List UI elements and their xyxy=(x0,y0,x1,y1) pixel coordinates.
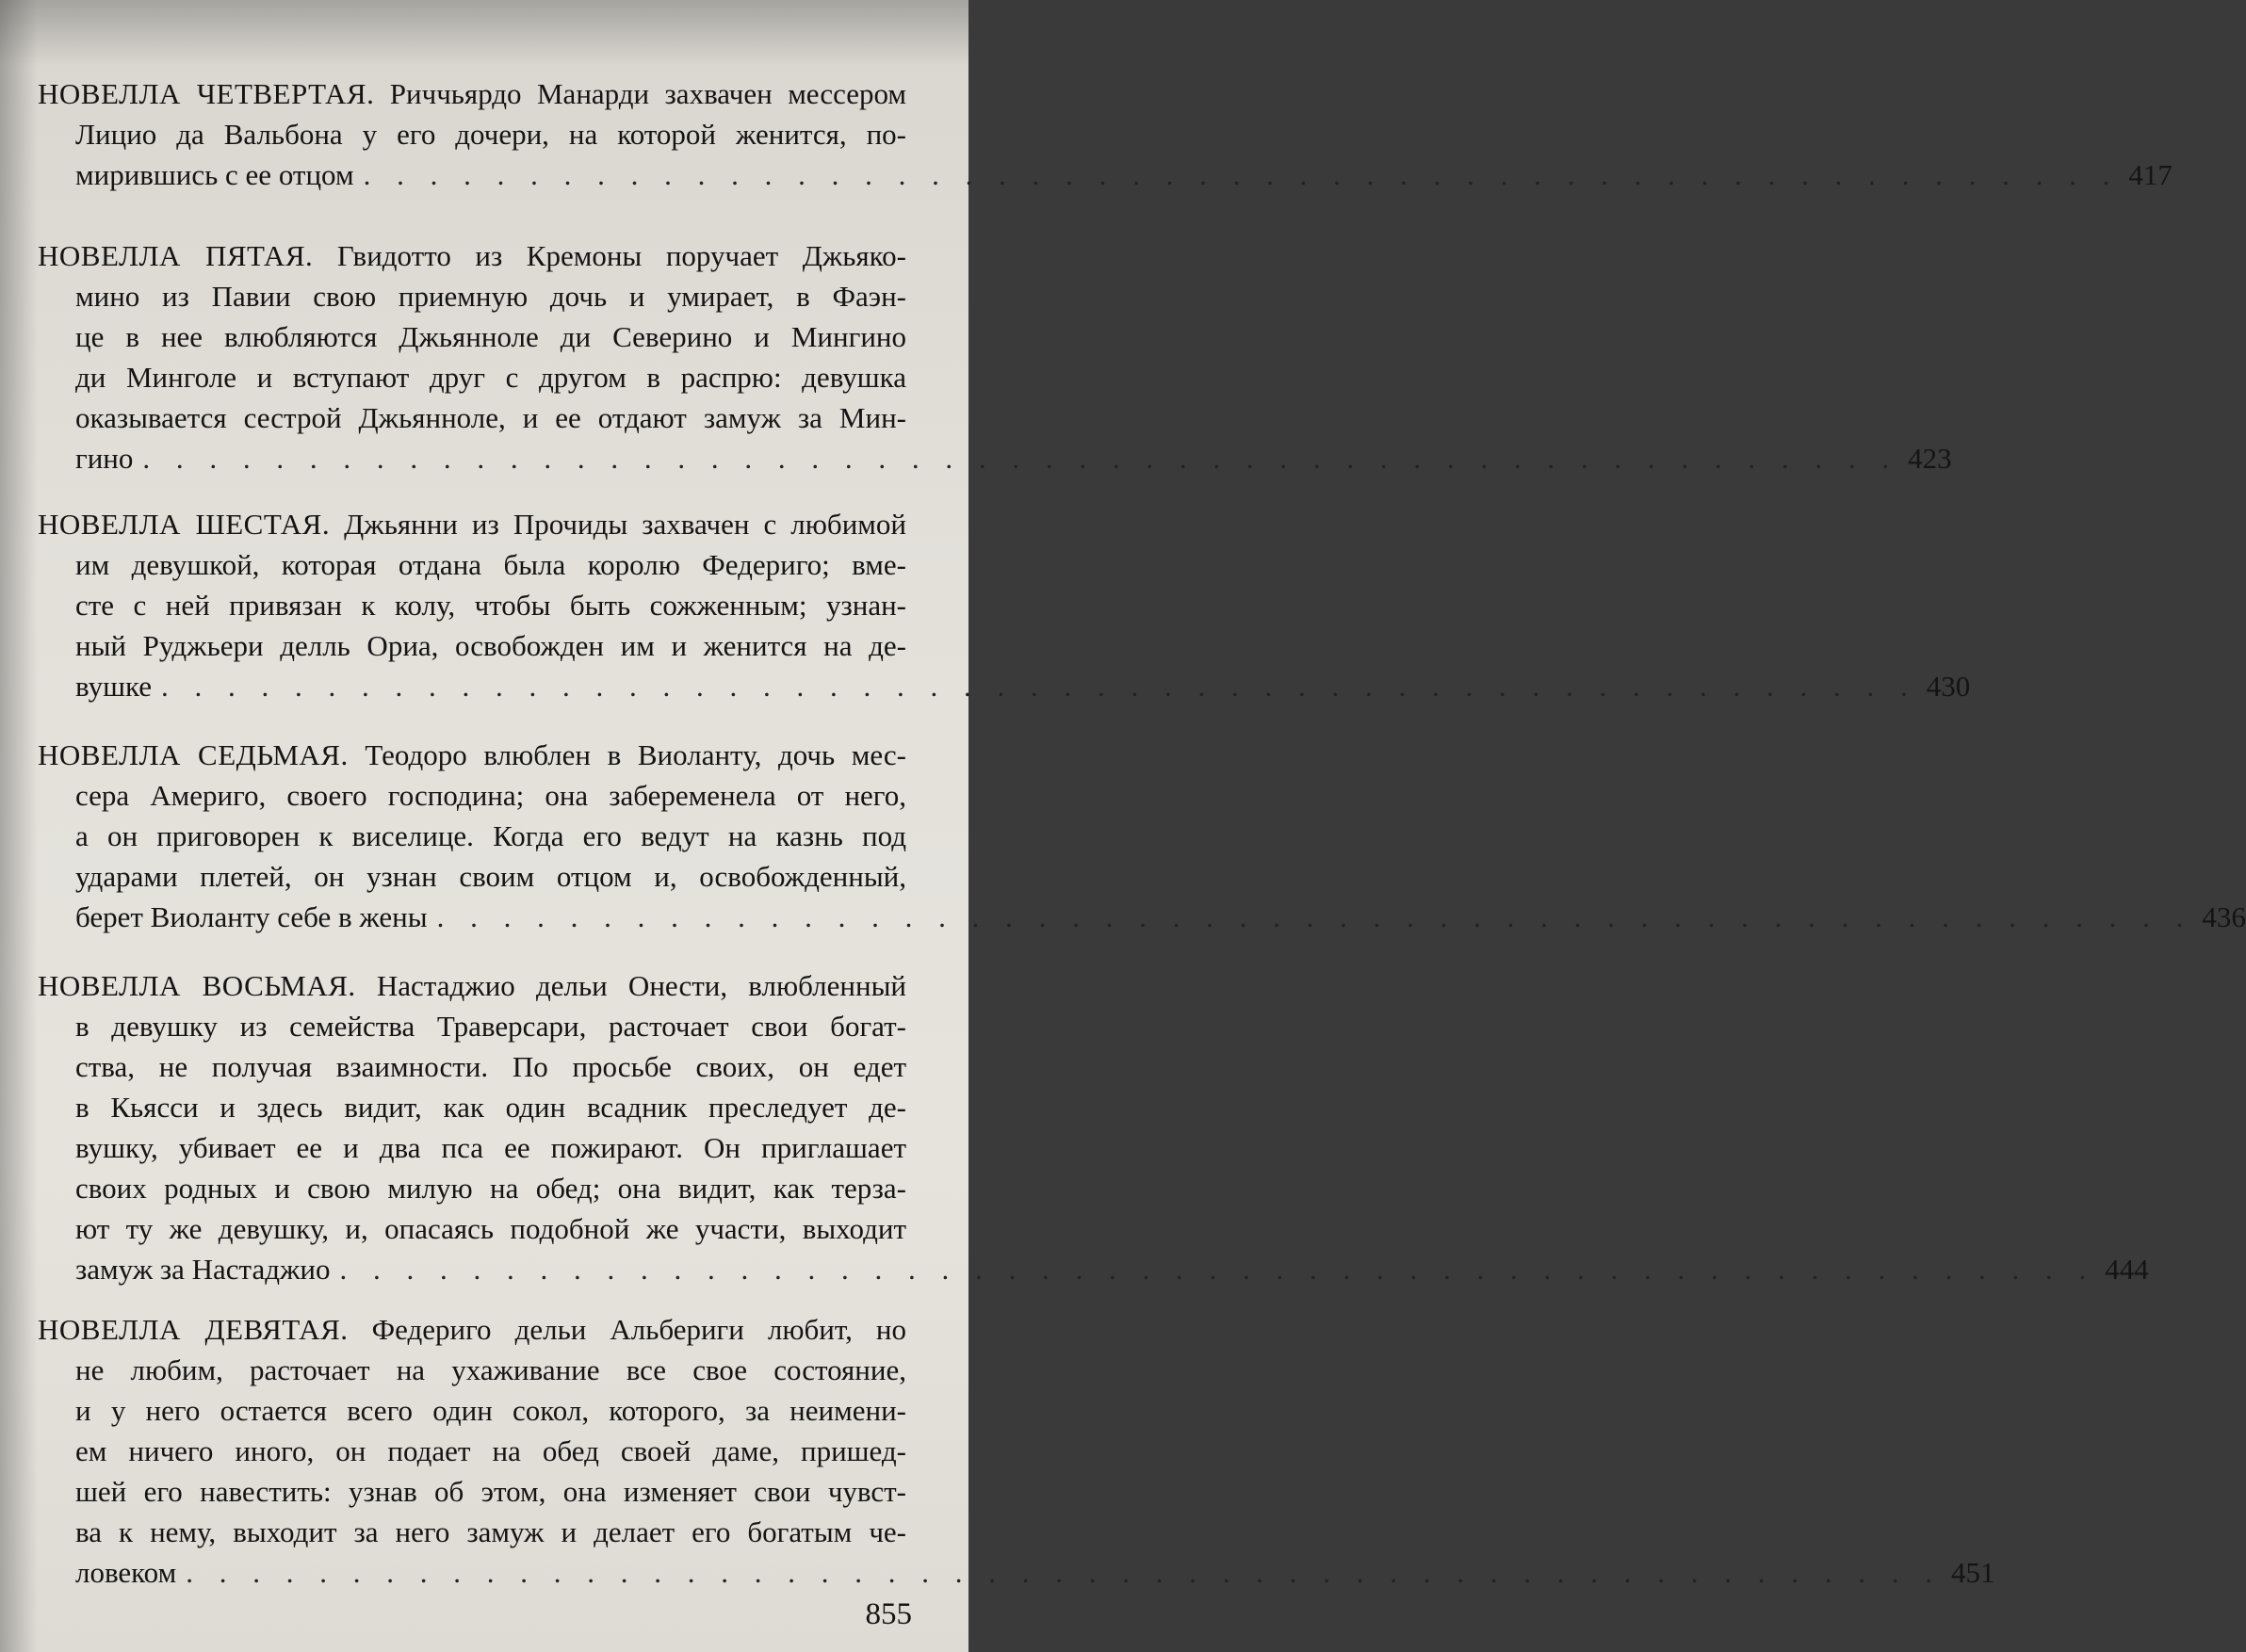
toc-entry-first-line xyxy=(38,73,906,114)
dot-leader: . . . . . . . . . . . . . . . . . . . . . . . . . . . . . . . . . . . . . . . . . . . . . . . . . . . . . xyxy=(142,442,1899,475)
dot-leader: . . . . . . . . . . . . . . . . . . . . . . . . . . . . . . . . . . . . . . . . . . . . . . . . . . . . . xyxy=(161,670,1917,703)
toc-entry-first-line xyxy=(38,965,906,1006)
page-number: 451 xyxy=(1950,1556,1995,1589)
toc-entry-line: своих родных и свою милую на обед; она видит, как терза- xyxy=(75,1172,906,1205)
toc-entry-heading: НОВЕЛЛА ДЕВЯТАЯ. xyxy=(38,1313,349,1346)
toc-entry-line: оказывается сестрой Джьянноле, и ее отдают замуж за Мин- xyxy=(75,401,906,434)
toc-entry-text: вушке xyxy=(75,670,152,703)
toc-entry-text: Федериго дельи Альбериги любит, но xyxy=(371,1313,906,1346)
toc-entry-heading: НОВЕЛЛА ВОСЬМАЯ. xyxy=(38,969,356,1002)
toc-entry-line: не любим, расточает на ухаживание все свое состояние, xyxy=(75,1353,906,1386)
page-number: 417 xyxy=(2128,158,2173,191)
toc-entry-heading: НОВЕЛЛА ШЕСТАЯ. xyxy=(38,508,331,541)
page-number: 436 xyxy=(2202,900,2246,933)
toc-entry-novella-9 xyxy=(38,1309,1995,1593)
toc-entry-line: мино из Павии свою приемную дочь и умирает, в Фаэн- xyxy=(75,280,906,313)
toc-entry-line: ный Руджьери делль Ориа, освобожден им и женится на де- xyxy=(75,629,906,662)
toc-entry-line: шей его навестить: узнав об этом, она изменяет свои чувст- xyxy=(75,1475,906,1508)
page-number: 444 xyxy=(2105,1253,2149,1286)
toc-entry-text: Гвидотто из Кремоны поручает Джьяко- xyxy=(336,239,906,272)
toc-entry-novella-7 xyxy=(38,735,2246,937)
toc-entry-text: ловеком xyxy=(75,1556,177,1589)
toc-entry-last-line xyxy=(38,154,2173,195)
toc-entry-first-line xyxy=(38,1309,906,1350)
folio-page-number: 855 xyxy=(865,1597,912,1631)
toc-entry-text: Джьянни из Прочиды захвачен с любимой xyxy=(344,508,907,541)
toc-entry-first-line xyxy=(38,504,906,544)
page-shadow-top xyxy=(0,0,968,66)
page-number: 423 xyxy=(1908,442,1952,475)
toc-entry-line: в девушку из семейства Траверсари, расточает свои богат- xyxy=(75,1010,906,1043)
toc-entry-last-line xyxy=(38,897,2246,937)
toc-entry-line: ства, не получая взаимности. По просьбе своих, он едет xyxy=(75,1050,906,1083)
toc-entry-text: Теодоро влюблен в Виоланту, дочь мес- xyxy=(365,738,906,771)
toc-entry-novella-6 xyxy=(38,504,1971,706)
toc-entry-line: сера Америго, своего господина; она забеременела от него, xyxy=(75,779,906,812)
toc-entry-novella-5 xyxy=(38,235,1952,478)
page-number: 430 xyxy=(1926,670,1971,703)
toc-entry-novella-8 xyxy=(38,965,2149,1289)
toc-entry-line: сте с ней привязан к колу, чтобы быть сожженным; узнан- xyxy=(75,589,906,622)
toc-entry-text: берет Виоланту себе в жены xyxy=(75,900,428,933)
dot-leader: . . . . . . . . . . . . . . . . . . . . . . . . . . . . . . . . . . . . . . . . . . . . . . . . . . . . . xyxy=(436,900,2193,933)
toc-entry-last-line xyxy=(38,1552,1995,1593)
toc-entry-text: мирившись с ее отцом xyxy=(75,158,354,191)
toc-entry-line: и у него остается всего один сокол, которого, за неимени- xyxy=(75,1394,906,1427)
toc-entry-heading: НОВЕЛЛА ПЯТАЯ. xyxy=(38,239,314,272)
toc-entry-heading: НОВЕЛЛА ЧЕТВЕРТАЯ. xyxy=(38,77,375,110)
toc-entry-line: ют ту же девушку, и, опасаясь подобной же участи, выходит xyxy=(75,1212,906,1245)
toc-entry-last-line xyxy=(38,1249,2149,1289)
dot-leader: . . . . . . . . . . . . . . . . . . . . . . . . . . . . . . . . . . . . . . . . . . . . . . . . . . . . . xyxy=(363,158,2120,191)
toc-entry-line: Лицио да Вальбона у его дочери, на которой женится, по- xyxy=(75,118,906,151)
toc-entry-line: ди Минголе и вступают друг с другом в распрю: девушка xyxy=(75,361,906,394)
dot-leader: . . . . . . . . . . . . . . . . . . . . . . . . . . . . . . . . . . . . . . . . . . . . . . . . . . . . . xyxy=(186,1556,1942,1589)
toc-entry-line: в Кьясси и здесь видит, как один всадник преследует де- xyxy=(75,1091,906,1124)
dot-leader: . . . . . . . . . . . . . . . . . . . . . . . . . . . . . . . . . . . . . . . . . . . . . . . . . . . . . xyxy=(339,1253,2096,1286)
toc-entry-line: вушку, убивает ее и два пса ее пожирают. Он приглашает xyxy=(75,1131,906,1164)
toc-entry-novella-4 xyxy=(38,73,2173,195)
toc-entry-line: а он приговорен к виселице. Когда его ведут на казнь под xyxy=(75,819,906,852)
toc-entry-line: це в нее влюбляются Джьянноле ди Северино и Мингино xyxy=(75,320,906,353)
toc-entry-line: ем ничего иного, он подает на обед своей даме, пришед- xyxy=(75,1434,906,1467)
toc-entry-heading: НОВЕЛЛА СЕДЬМАЯ. xyxy=(38,738,349,771)
toc-entry-first-line xyxy=(38,735,906,775)
page-shadow-left xyxy=(0,0,38,1652)
toc-entry-last-line xyxy=(38,438,1952,478)
toc-entry-last-line xyxy=(38,666,1971,706)
toc-entry-text: Настаджио дельи Онести, влюбленный xyxy=(376,969,906,1002)
toc-entry-text: гино xyxy=(75,442,134,475)
toc-entry-text: Риччьярдо Манарди захвачен мессером xyxy=(389,77,907,110)
toc-entry-line: ва к нему, выходит за него замуж и делает его богатым че- xyxy=(75,1515,906,1548)
toc-entry-text: замуж за Настаджио xyxy=(75,1253,331,1286)
toc-entry-line: им девушкой, которая отдана была королю Федериго; вме- xyxy=(75,548,906,581)
toc-entry-line: ударами плетей, он узнан своим отцом и, освобожденный, xyxy=(75,860,906,893)
toc-entry-first-line xyxy=(38,235,906,276)
